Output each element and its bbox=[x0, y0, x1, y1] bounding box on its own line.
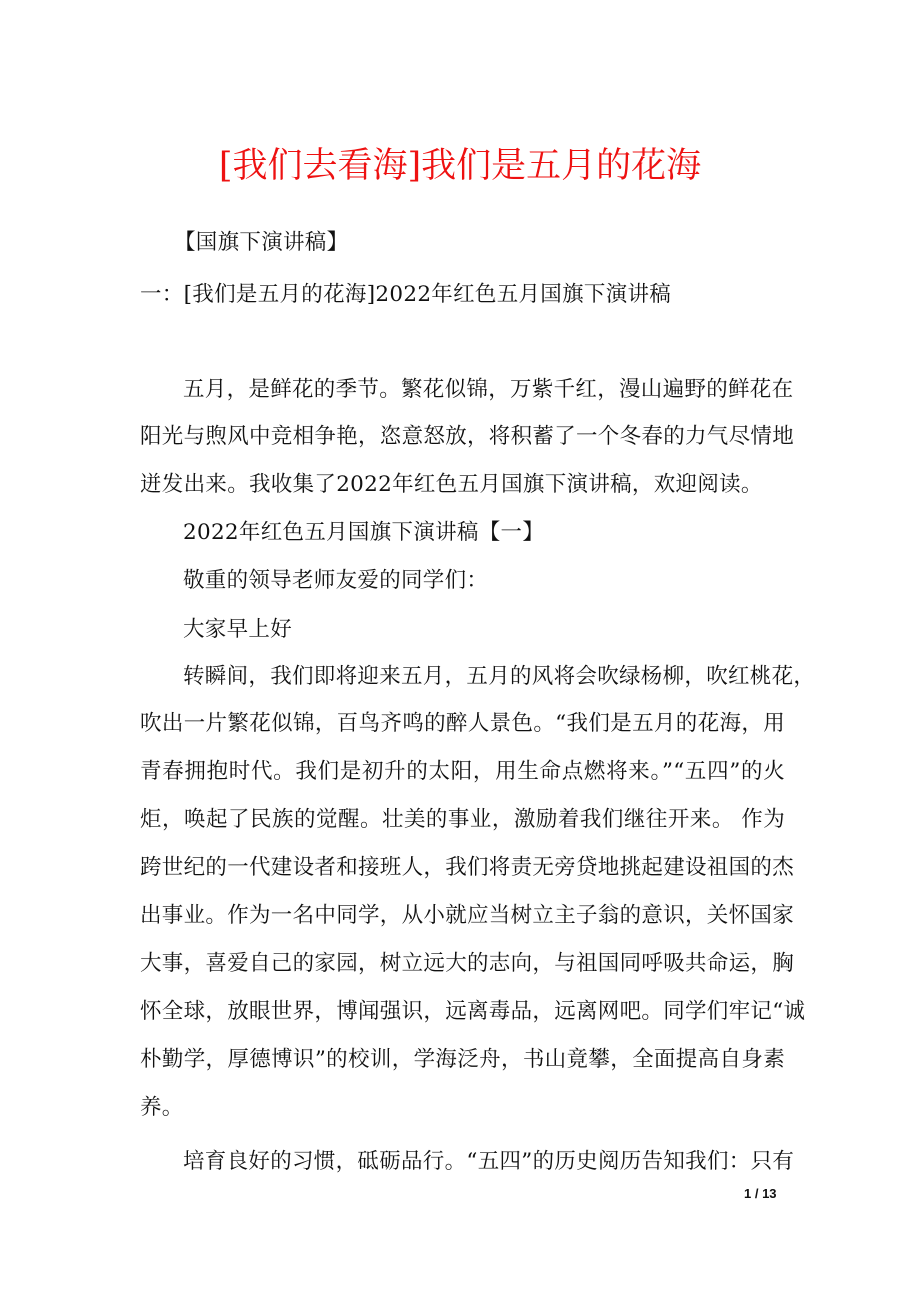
body-line: 2022年红色五月国旗下演讲稿【一】 bbox=[183, 520, 545, 545]
body-line: 培育良好的习惯，砥砺品行。“五四”的历史阅历告知我们：只有 bbox=[183, 1149, 795, 1174]
body-line: 出事业。作为一名中同学，从小就应当树立主子翁的意识，关怀国家 bbox=[140, 903, 795, 928]
body-line: 大家早上好 bbox=[183, 617, 293, 642]
body-line: 跨世纪的一代建设者和接班人，我们将责无旁贷地挑起建设祖国的杰 bbox=[140, 855, 795, 880]
body-line: 养。 bbox=[140, 1095, 184, 1120]
body-line: 迸发出来。我收集了2022年红色五月国旗下演讲稿，欢迎阅读。 bbox=[140, 472, 763, 497]
body-line: 吹出一片繁花似锦，百鸟齐鸣的醉人景色。“我们是五月的花海，用 bbox=[140, 711, 785, 736]
page-number: 1 / 13 bbox=[744, 1186, 777, 1201]
body-line: 朴勤学，厚德博识”的校训，学海泛舟，书山竟攀，全面提高自身素 bbox=[140, 1047, 785, 1072]
body-line: 炬，唤起了民族的觉醒。壮美的事业，激励着我们继往开来。 作为 bbox=[140, 807, 785, 832]
body-line: 五月，是鲜花的季节。繁花似锦，万紫千红，漫山遍野的鲜花在 bbox=[183, 377, 794, 402]
document-title: [我们去看海]我们是五月的花海 bbox=[218, 146, 702, 186]
body-line: 转瞬间，我们即将迎来五月，五月的风将会吹绿杨柳，吹红桃花， bbox=[183, 664, 816, 689]
section-heading: 一：[我们是五月的花海]2022年红色五月国旗下演讲稿 bbox=[140, 282, 672, 307]
body-line: 大事，喜爱自己的家园，树立远大的志向，与祖国同呼吸共命运，胸 bbox=[140, 951, 795, 976]
category-heading: 【国旗下演讲稿】 bbox=[174, 230, 349, 255]
body-line: 怀全球，放眼世界，博闻强识，远离毒品，远离网吧。同学们牢记“诚 bbox=[140, 999, 806, 1024]
body-line: 青春拥抱时代。我们是初升的太阳，用生命点燃将来。”“五四”的火 bbox=[140, 759, 785, 784]
body-line: 阳光与煦风中竞相争艳，恣意怒放，将积蓄了一个冬春的力气尽情地 bbox=[140, 424, 795, 449]
body-line: 敬重的领导老师友爱的同学们： bbox=[183, 568, 489, 593]
